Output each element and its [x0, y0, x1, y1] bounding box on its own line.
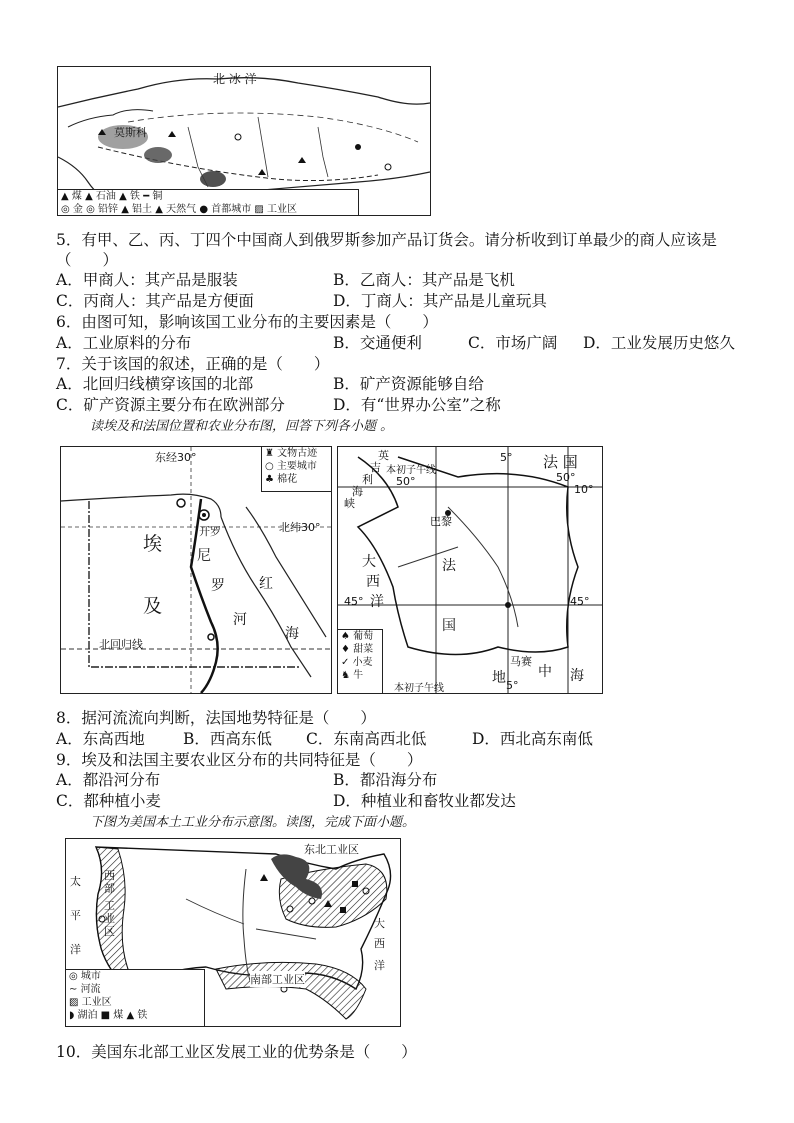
- usa-legend: ◎ 城市 ∼ 河流 ▨ 工业区 ◗ 湖泊 ■ 煤 ▲ 铁: [66, 969, 205, 1027]
- red-sea-char-1: 红: [259, 576, 273, 592]
- q7-option-a[interactable]: A．北回归线横穿该国的北部: [56, 375, 254, 393]
- legend-gas: ▲ 天然气: [155, 204, 197, 215]
- legend-industrial-zone: ▨ 工业区: [254, 204, 298, 215]
- nile-char-3: 河: [233, 612, 247, 628]
- prime-meridian-top: 本初子午线: [386, 465, 436, 476]
- west-char-5: 区: [104, 925, 115, 938]
- marseille-label: 马赛: [510, 655, 532, 668]
- lon5-top: 5°: [500, 451, 513, 464]
- legend-gold: ◎ 金: [61, 204, 83, 215]
- paris-label: 巴黎: [430, 515, 452, 528]
- legend-coal-usa: 煤: [113, 1010, 124, 1021]
- question-5-paren: （ ）: [56, 251, 119, 269]
- question-6: 6．由图可知，影响该国工业分布的主要因素是（ ）: [56, 313, 438, 331]
- atlantic-char-1: 大: [374, 917, 385, 930]
- pacific-char-2: 平: [70, 909, 81, 922]
- q5-option-b[interactable]: B．乙商人：其产品是飞机: [333, 271, 515, 289]
- intro-egypt-france: 读埃及和法国位置和农业分布图，回答下列各小题 。: [90, 419, 394, 434]
- q8-option-a[interactable]: A．东高西地: [56, 730, 145, 748]
- lat50-right: 50°: [556, 471, 576, 484]
- france-legend: ♠ 葡萄 ♦ 甜菜 ✓ 小麦 ♞ 牛: [338, 629, 383, 694]
- nile-char-2: 罗: [211, 578, 225, 594]
- q9-option-d[interactable]: D．种植业和畜牧业都发达: [333, 792, 516, 810]
- west-char-2: 部: [104, 882, 115, 895]
- atlantic-char-1: 大: [362, 554, 376, 570]
- channel-char-4: 海: [352, 485, 363, 498]
- question-8: 8．据河流流向判断，法国地势特征是（ ）: [56, 709, 376, 727]
- q6-option-a[interactable]: A．工业原料的分布: [56, 334, 192, 352]
- prime-meridian-bottom: 本初子午线: [394, 683, 444, 694]
- atlantic-char-3: 洋: [370, 594, 384, 610]
- atlantic-char-3: 洋: [374, 959, 385, 972]
- atlantic-char-2: 西: [366, 574, 380, 590]
- france-title: 法 国: [543, 453, 578, 471]
- egypt-map: [60, 446, 332, 694]
- egypt-char-2: 及: [143, 595, 163, 617]
- northeast-region-label: 东北工业区: [304, 843, 359, 856]
- red-sea-char-2: 海: [285, 626, 299, 642]
- west-char-1: 西: [104, 869, 115, 882]
- legend-river: 河流: [80, 984, 101, 995]
- q9-option-c[interactable]: C．都种植小麦: [56, 792, 161, 810]
- atlantic-char-2: 西: [374, 937, 385, 950]
- q5-option-d[interactable]: D．丁商人：其产品是儿童玩具: [333, 292, 547, 310]
- question-10: 10．美国东北部工业区发展工业的优势条是（ ）: [56, 1043, 417, 1061]
- arctic-ocean-label: 北 冰 洋: [213, 72, 257, 86]
- channel-char-5: 峡: [344, 497, 355, 510]
- legend-iron-usa: 铁: [137, 1010, 148, 1021]
- tropic-of-cancer-label: 北回归线: [99, 638, 143, 651]
- legend-city: 城市: [80, 971, 101, 982]
- south-region-label: 南部工业区: [250, 973, 305, 986]
- q6-option-b[interactable]: B．交通便利: [333, 334, 422, 352]
- q9-option-a[interactable]: A．都沿河分布: [56, 771, 161, 789]
- pacific-char-1: 太: [70, 875, 81, 888]
- q6-option-c[interactable]: C．市场广阔: [468, 334, 558, 352]
- legend-bauxite: ▲ 铝土: [121, 204, 153, 215]
- q7-option-d[interactable]: D．有“世界办公室”之称: [333, 396, 501, 414]
- q7-option-b[interactable]: B．矿产资源能够自给: [333, 375, 484, 393]
- legend-grape: 葡萄: [353, 631, 374, 642]
- q5-option-c[interactable]: C．丙商人：其产品是方便面: [56, 292, 254, 310]
- nile-char-1: 尼: [197, 548, 211, 564]
- legend-wheat: 小麦: [352, 657, 373, 668]
- q8-option-c[interactable]: C．东南高西北低: [306, 730, 427, 748]
- legend-lead-zinc: ◎ 铅锌: [86, 204, 118, 215]
- russia-legend: [58, 189, 359, 215]
- lat45-left: 45°: [344, 595, 364, 608]
- cairo-label: 开罗: [199, 525, 221, 538]
- question-7: 7．关于该国的叙述，正确的是（ ）: [56, 355, 330, 373]
- question-9: 9．埃及和法国主要农业区分布的共同特征是（ ）: [56, 751, 423, 769]
- q8-option-b[interactable]: B．西高东低: [183, 730, 272, 748]
- lon10-label: 10°: [574, 483, 594, 496]
- legend-beet: 甜菜: [353, 644, 374, 655]
- lat50-left: 50°: [396, 475, 416, 488]
- q9-option-b[interactable]: B．都沿海分布: [333, 771, 438, 789]
- legend-capital: ● 首都城市: [199, 204, 252, 215]
- channel-char-1: 英: [378, 449, 389, 462]
- legend-major-city: 主要城市: [276, 461, 317, 472]
- legend-industry: 工业区: [81, 997, 112, 1008]
- med-char-1: 地: [492, 670, 506, 686]
- legend-cotton: 棉花: [277, 474, 298, 485]
- channel-char-3: 利: [362, 473, 373, 486]
- france-char-2: 国: [442, 618, 456, 634]
- france-char-1: 法: [442, 558, 456, 574]
- legend-cattle: 牛: [353, 670, 364, 681]
- q8-option-d[interactable]: D．西北高东南低: [472, 730, 593, 748]
- lon5-bottom: 5°: [506, 679, 519, 692]
- channel-char-2: 吉: [370, 461, 381, 474]
- russia-industry-map: [57, 66, 431, 216]
- legend-copper: ━ 铜: [143, 191, 163, 202]
- lat45-right: 45°: [570, 595, 590, 608]
- legend-iron: ▲ 铁: [119, 191, 140, 202]
- legend-coal: ▲ 煤: [61, 191, 82, 202]
- q7-option-c[interactable]: C．矿产资源主要分布在欧洲部分: [56, 396, 285, 414]
- legend-lake: 湖泊: [77, 1010, 98, 1021]
- legend-oil: ▲ 石油: [85, 191, 116, 202]
- egypt-legend: ♜ 文物古迹 ○ 主要城市 ♣ 棉花: [261, 447, 332, 492]
- q5-option-a[interactable]: A．甲商人：其产品是服装: [56, 271, 238, 289]
- egypt-latitude-label: 北纬30°: [279, 521, 321, 534]
- legend-relics: 文物古迹: [277, 448, 318, 459]
- q6-option-d[interactable]: D．工业发展历史悠久: [583, 334, 735, 352]
- west-char-4: 业: [104, 912, 115, 925]
- egypt-longitude-label: 东经30°: [155, 451, 197, 464]
- france-map: [337, 446, 603, 694]
- question-5: 5．有甲、乙、丙、丁四个中国商人到俄罗斯参加产品订货会。请分析收到订单最少的商人应该是: [56, 231, 717, 249]
- moscow-label: 莫斯科: [114, 126, 147, 139]
- med-char-2: 中: [538, 664, 552, 680]
- med-char-3: 海: [570, 668, 584, 684]
- egypt-char-1: 埃: [143, 533, 163, 555]
- pacific-char-3: 洋: [70, 943, 81, 956]
- west-char-3: 工: [104, 899, 115, 912]
- intro-usa: 下图为美国本土工业分布示意图。读图，完成下面小题。: [90, 815, 416, 830]
- usa-industry-map: [65, 838, 401, 1027]
